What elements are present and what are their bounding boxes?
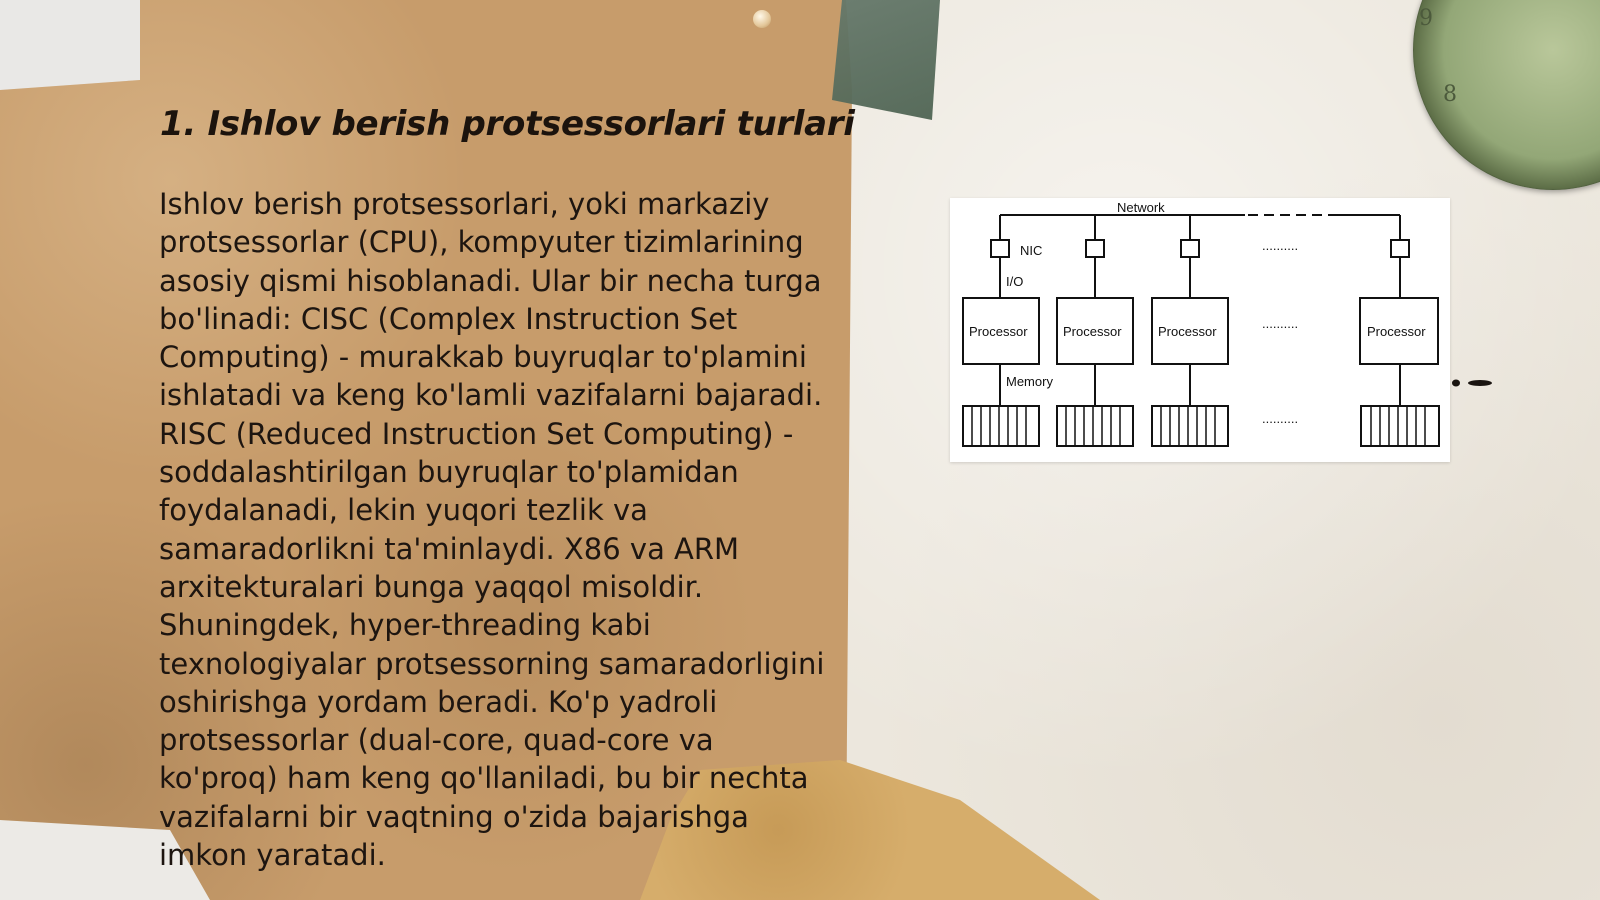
green-tape-decoration (832, 0, 940, 120)
node-3 (1152, 215, 1228, 446)
nic-box (1391, 240, 1409, 257)
memory-label: Memory (1006, 374, 1053, 389)
nic-box (1086, 240, 1104, 257)
io-label: I/O (1006, 274, 1024, 289)
processor-label: Processor (1063, 324, 1122, 339)
clock-numeral: 9 (1419, 6, 1433, 31)
slide-title: 1. Ishlov berish protsessorlari turlari (160, 104, 855, 144)
node-4 (1360, 215, 1439, 446)
nic-label: NIC (1020, 243, 1043, 258)
processor-label: Processor (969, 324, 1028, 339)
network-label: Network (1117, 200, 1165, 215)
pin-icon (753, 10, 771, 28)
ellipsis: .......... (1262, 411, 1299, 426)
nic-box (1181, 240, 1199, 257)
distributed-memory-diagram (950, 198, 1450, 462)
clock-numeral: 8 (1443, 82, 1457, 107)
memory-bank (1057, 406, 1133, 446)
memory-bank (963, 406, 1039, 446)
ink-mark-decoration (1452, 379, 1494, 387)
memory-bank (1152, 406, 1228, 446)
processor-label: Processor (1158, 324, 1217, 339)
ellipsis: .......... (1262, 316, 1299, 331)
node-2 (1057, 215, 1133, 446)
processor-label: Processor (1367, 324, 1426, 339)
ellipsis: .......... (1262, 238, 1299, 253)
diagram-svg (950, 198, 1450, 462)
slide-body-text: Ishlov berish protsessorlari, yoki markaziy protsessorlar (CPU), kompyuter tizimlarining asosiy qismi hisoblanadi. Ular bir necha turga bo'linadi: CISC (Complex Instruction Set Computing) - murakkab buyruqlar to'plamini ishlatadi va keng ko'lamli vazifalarni bajaradi. RISC (Reduced Instruction Set Computing) - soddalashtirilgan buyruqlar to'plamidan foydalanadi, lekin yuqori tezlik va samaradorlikni ta'minlaydi. X86 va ARM arxitekturalari bunga yaqqol misoldir. Shuningdek, hyper-threading kabi texnologiyalar protsessorning samaradorligini oshirishga yordam beradi. Ko'p yadroli protsessorlar (dual-core, quad-core va ko'proq) ham keng qo'llaniladi, bu bir nechta vazifalarni bir vaqtning o'zida bajarishga imkon yaratadi. (159, 187, 825, 873)
memory-bank (1361, 406, 1439, 446)
nic-box (991, 240, 1009, 257)
